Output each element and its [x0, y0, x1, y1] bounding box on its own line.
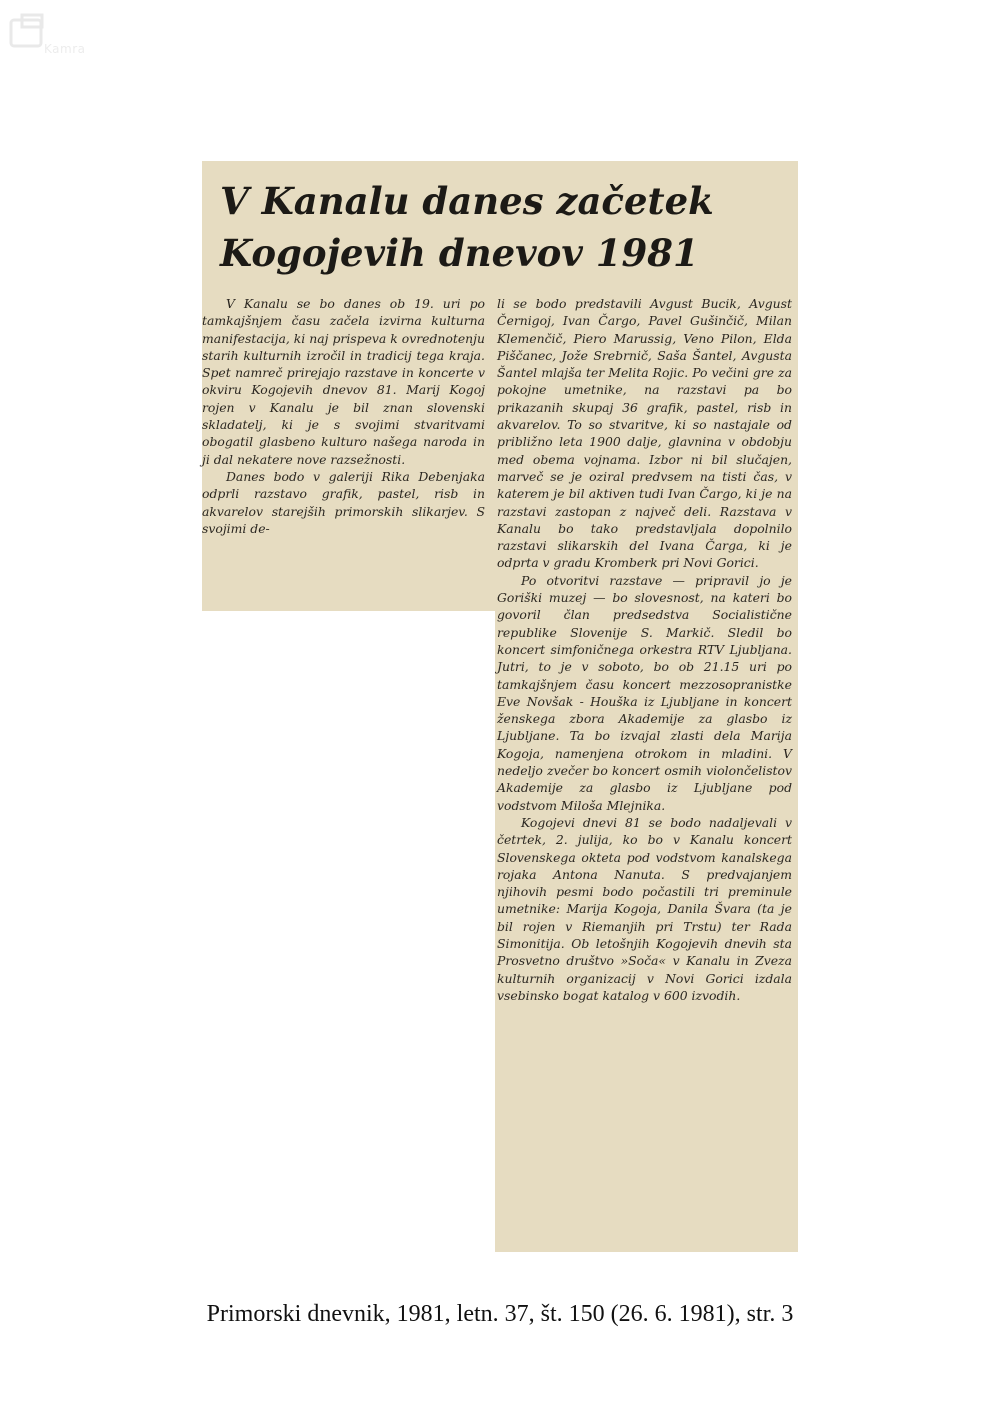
article-left-column — [202, 295, 485, 537]
paragraph: Po otvoritvi razstave — pripravil jo je Goriški muzej — bo slovesnost, na kateri bo govoril član predsedstva Socialistične republike Slovenije S. Markič. Sledil bo koncert simfoničnega orkestra RTV Ljubljana. Jutri, to je v soboto, bo ob 21.15 uri po tamkajšnjem času koncert mezzosopranistke Eve Novšak - Houška iz Ljubljane in koncert ženskega zbora Akademije za glasbo iz Ljubljane. Ta bo izvajal zlasti dela Marija Kogoja, namenjena otrokom in mladini. V nedeljo zvečer bo koncert osmih violončelistov Akademije za glasbo iz Ljubljane pod vodstvom Miloša Mlejnika. — [497, 572, 792, 813]
headline-line-1: V Kanalu danes začetek — [220, 179, 714, 223]
article-right-column — [497, 295, 792, 1004]
headline-line-2: Kogojevih dnevov 1981 — [220, 231, 699, 275]
paragraph: V Kanalu se bo danes ob 19. uri po tamkajšnjem času začela izvirna kulturna manifestacija, ki naj prispeva k ovrednotenju starih kulturnih izročil in tradicij tega kraja. Spet namreč prirejajo razstave in koncerte v okviru Kogojevih dnevov 81. Marij Kogoj rojen v Kanalu je bil znan slovenski skladatelj, ki je s svojimi stvaritvami obogatil glasbeno kulturo našega naroda in ji dal nekatere nove razsežnosti. — [202, 296, 485, 467]
paragraph: Danes bodo v galeriji Rika Debenjaka odprli razstavo grafik, pastel, risb in akvarelov starejših primorskih slikarjev. S svojimi de- — [202, 468, 485, 536]
watermark-text: Kamra — [44, 42, 86, 56]
paragraph: Kogojevi dnevi 81 se bodo nadaljevali v četrtek, 2. julija, ko bo v Kanalu koncert Slovenskega okteta pod vodstvom kanalskega rojaka Antona Nanuta. S predvajanjem njihovih pesmi bodo počastili tri preminule umetnike: Marija Kogoja, Danila Švara (ta je bil rojen v Riemanjih pri Trstu) ter Rada Simonitija. Ob letošnjih Kogojevih dnevih sta Prosvetno društvo »Soča« v Kanalu in Zveza kulturnih organizacij v Novi Gorici izdala vsebinsko bogat katalog v 600 izvodih. — [497, 814, 792, 1003]
watermark-icon — [8, 12, 48, 52]
paragraph-continued: li se bodo predstavili Avgust Bucik, Avgust Černigoj, Ivan Čargo, Pavel Gušinčič, Milan Klemenčič, Piero Marussig, Veno Pilon, Elda Piščanec, Jože Srebrnič, Saša Šantel, Avgusta Šantel mlajša ter Melita Rojic. Po večini gre za pokojne umetnike, na razstavi pa bo prikazanih skupaj 36 grafik, pastel, risb in akvarelov. To so stvaritve, ki so nastajale od približno leta 1900 dalje, glavnina v obdobju med obema vojnama. Izbor ni bil slučajen, marveč se je oziral predvsem na tisti čas, v katerem je bil aktiven tudi Ivan Čargo, ki je na razstavi zastopan z največ deli. Razstava v Kanalu bo tako predstavljala dopolnilo razstavi slikarskih del Ivana Čarga, ki je odprta v gradu Kromberk pri Novi Gorici. — [497, 296, 792, 571]
source-caption: Primorski dnevnik, 1981, letn. 37, št. 150 (26. 6. 1981), str. 3 — [206, 1301, 794, 1327]
watermark-logo — [8, 12, 118, 56]
article-headline — [220, 175, 780, 279]
